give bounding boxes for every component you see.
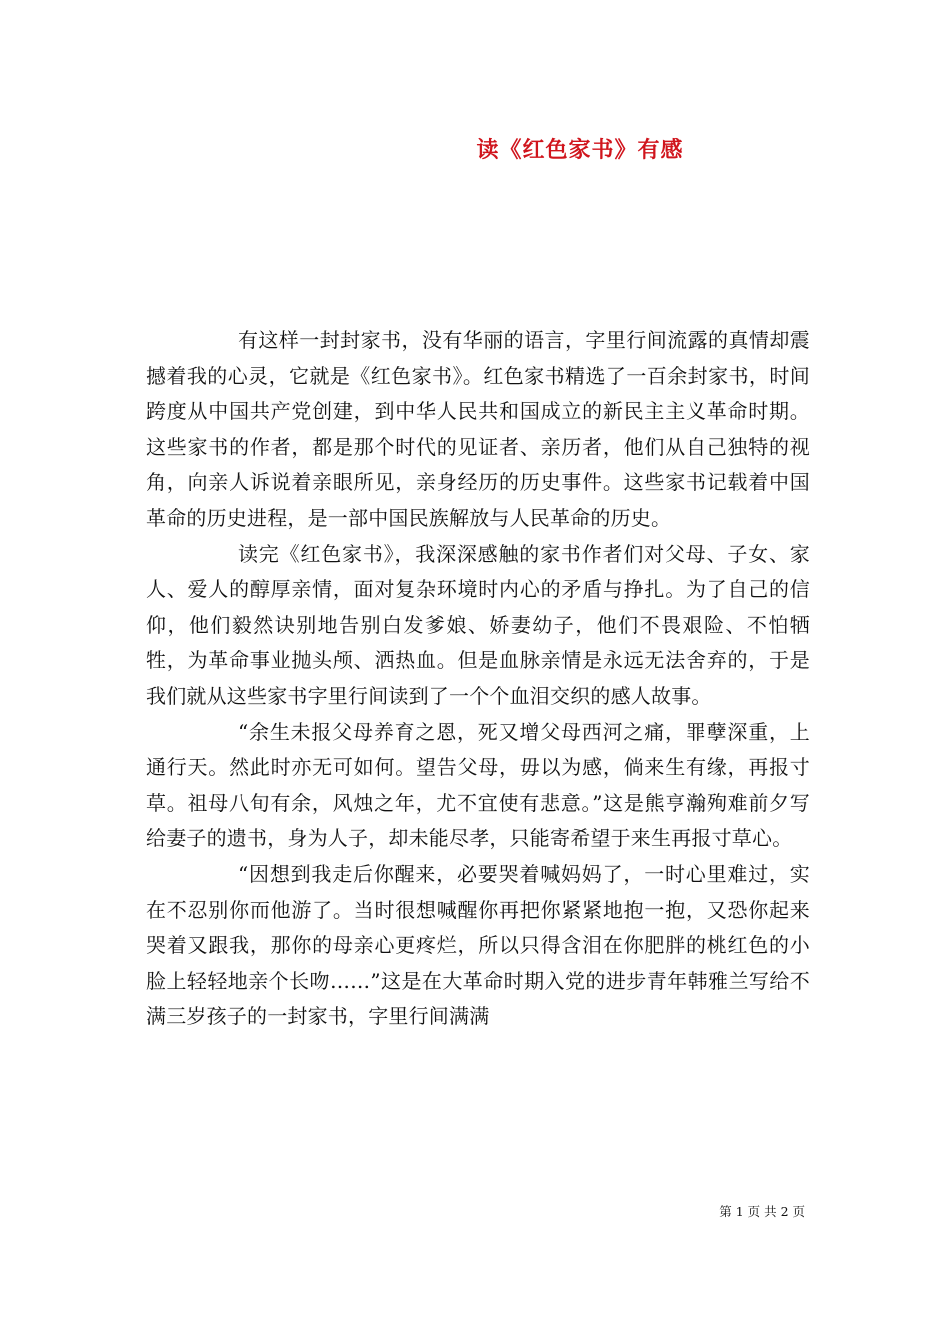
document-body — [146, 323, 810, 1035]
paragraph-1: 有这样一封封家书，没有华丽的语言，字里行间流露的真情却震撼着我的心灵，它就是《红色家书》。红色家书精选了一百余封家书，时间跨度从中国共产党创建，到中华人民共和国成立的新民主主义革命时期。这些家书的作者，都是那个时代的见证者、亲历者，他们从自己独特的视角，向亲人诉说着亲眼所见，亲身经历的历史事件。这些家书记载着中国革命的历史进程，是一部中国民族解放与人民革命的历史。 — [146, 328, 810, 530]
paragraph-2: 读完《红色家书》，我深深感触的家书作者们对父母、子女、家人、爱人的醇厚亲情，面对复杂环境时内心的矛盾与挣扎。为了自己的信仰，他们毅然诀别地告别白发爹娘、娇妻幼子，他们不畏艰险、不怕牺牲，为革命事业抛头颅、洒热血。但是血脉亲情是永远无法舍弃的，于是我们就从这些家书字里行间读到了一个个血泪交织的感人故事。 — [146, 541, 810, 708]
page-footer: 第 1 页 共 2 页 — [719, 1204, 805, 1219]
document-title: 读《红色家书》有感 — [476, 137, 684, 163]
paragraph-3: “余生未报父母养育之恩，死又增父母西河之痛，罪孽深重，上通行天。然此时亦无可如何。望告父母，毋以为感，倘来生有缘，再报寸草。祖母八旬有余，风烛之年，尤不宜使有悲意。”这是熊亨瀚殉难前夕写给妻子的遗书，身为人子，却未能尽孝，只能寄希望于来生再报寸草心。 — [146, 719, 810, 851]
paragraph-4: “因想到我走后你醒来，必要哭着喊妈妈了，一时心里难过，实在不忍别你而他游了。当时很想喊醒你再把你紧紧地抱一抱，又恐你起来哭着又跟我，那你的母亲心更疼烂，所以只得含泪在你肥胖的桃红色的小脸上轻轻地亲个长吻……”这是在大革命时期入党的进步青年韩雅兰写给不满三岁孩子的一封家书，字里行间满满 — [146, 861, 810, 1029]
